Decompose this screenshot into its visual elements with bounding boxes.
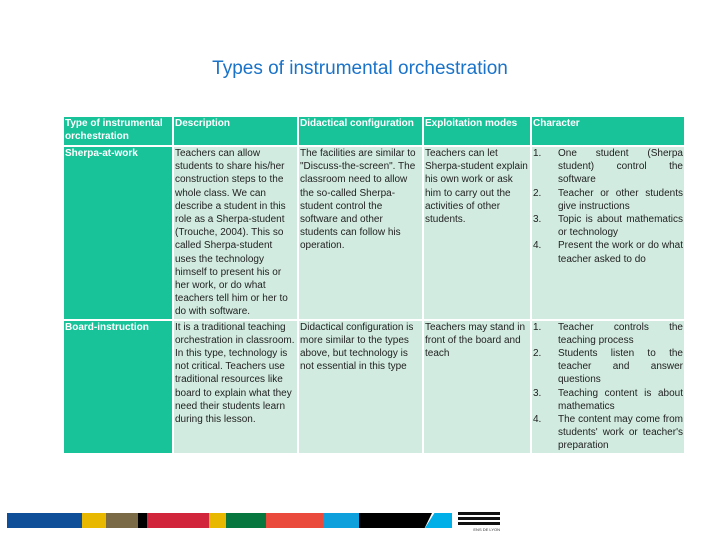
item-number: 2. (533, 348, 542, 360)
orchestration-table (62, 115, 686, 455)
item-number: 1. (533, 148, 542, 159)
stripe-segment (226, 513, 266, 528)
character-item (533, 239, 683, 265)
character-item (533, 213, 683, 239)
row-description: It is a traditional teaching orchestration in classroom. In this type, technology is not critical. Teachers use traditional resources like board to explain what they need their students learn during this lesson. (174, 321, 297, 453)
item-text: Present the work or do what teacher asked to do (558, 240, 683, 265)
row-description: Teachers can allow students to share his/her construction steps to the whole class. We can describe a student in this role as a Sherpa-student (Trouche, 2004). This so called Sherpa-student uses the technology himself to present his or her work, or do what teachers tell him or her to do with software. (174, 147, 297, 319)
item-text: Students listen to the teacher and answer questions (558, 348, 683, 386)
item-text: Teacher controls the teaching process (558, 321, 683, 346)
header-configuration: Didactical configuration (299, 117, 422, 145)
slide-title: Types of instrumental orchestration (212, 58, 508, 79)
item-number: 1. (533, 321, 542, 333)
character-item (533, 321, 683, 347)
item-text: Teacher or other students give instructions (558, 187, 683, 212)
header-character: Character (532, 117, 684, 145)
item-number: 4. (533, 414, 542, 426)
character-item (533, 413, 683, 453)
header-exploitation: Exploitation modes (424, 117, 530, 145)
logo-subtitle: ENS DE LYON (473, 527, 500, 532)
row-character (532, 321, 684, 453)
header-type: Type of instrumental orchestration (64, 117, 172, 145)
item-number: 3. (533, 214, 542, 226)
stripe-segment (138, 513, 147, 528)
character-item (533, 187, 683, 213)
character-item (533, 147, 683, 187)
stripe-segment (106, 513, 138, 528)
table-row (64, 321, 684, 453)
character-item (533, 387, 683, 413)
table-row (64, 147, 684, 319)
row-configuration: The facilities are similar to "Discuss-the-screen". The classroom need to allow the so-called Sherpa-student control the software and other students can follow his operation. (299, 147, 422, 319)
row-exploitation: Teachers may stand in front of the board and teach (424, 321, 530, 453)
stripe-segment (323, 513, 359, 528)
item-number: 2. (533, 187, 542, 199)
row-character (532, 147, 684, 319)
item-text: The content may come from students' work or teacher's preparation (558, 414, 683, 452)
item-text: Topic is about mathematics or technology (558, 214, 683, 239)
stripe-segment (147, 513, 209, 528)
stripe-segment (266, 513, 323, 528)
stripe-segment (359, 513, 432, 528)
row-type: Sherpa-at-work (64, 147, 172, 319)
header-description: Description (174, 117, 297, 145)
stripe-segment (82, 513, 106, 528)
stripe-segment (7, 513, 82, 528)
row-configuration: Didactical configuration is more similar to the types above, but technology is not essential in this type (299, 321, 422, 453)
item-text: One student (Sherpa student) control the software (558, 148, 683, 186)
ens-logo (458, 512, 500, 532)
row-exploitation: Teachers can let Sherpa-student explain his own work or ask him to carry out the activities of other students. (424, 147, 530, 319)
stripe-segment (209, 513, 226, 528)
item-text: Teaching content is about mathematics (558, 387, 683, 412)
character-item (533, 347, 683, 387)
table-header-row (64, 117, 684, 145)
row-type: Board-instruction (64, 321, 172, 453)
item-number: 3. (533, 387, 542, 399)
item-number: 4. (533, 240, 542, 252)
